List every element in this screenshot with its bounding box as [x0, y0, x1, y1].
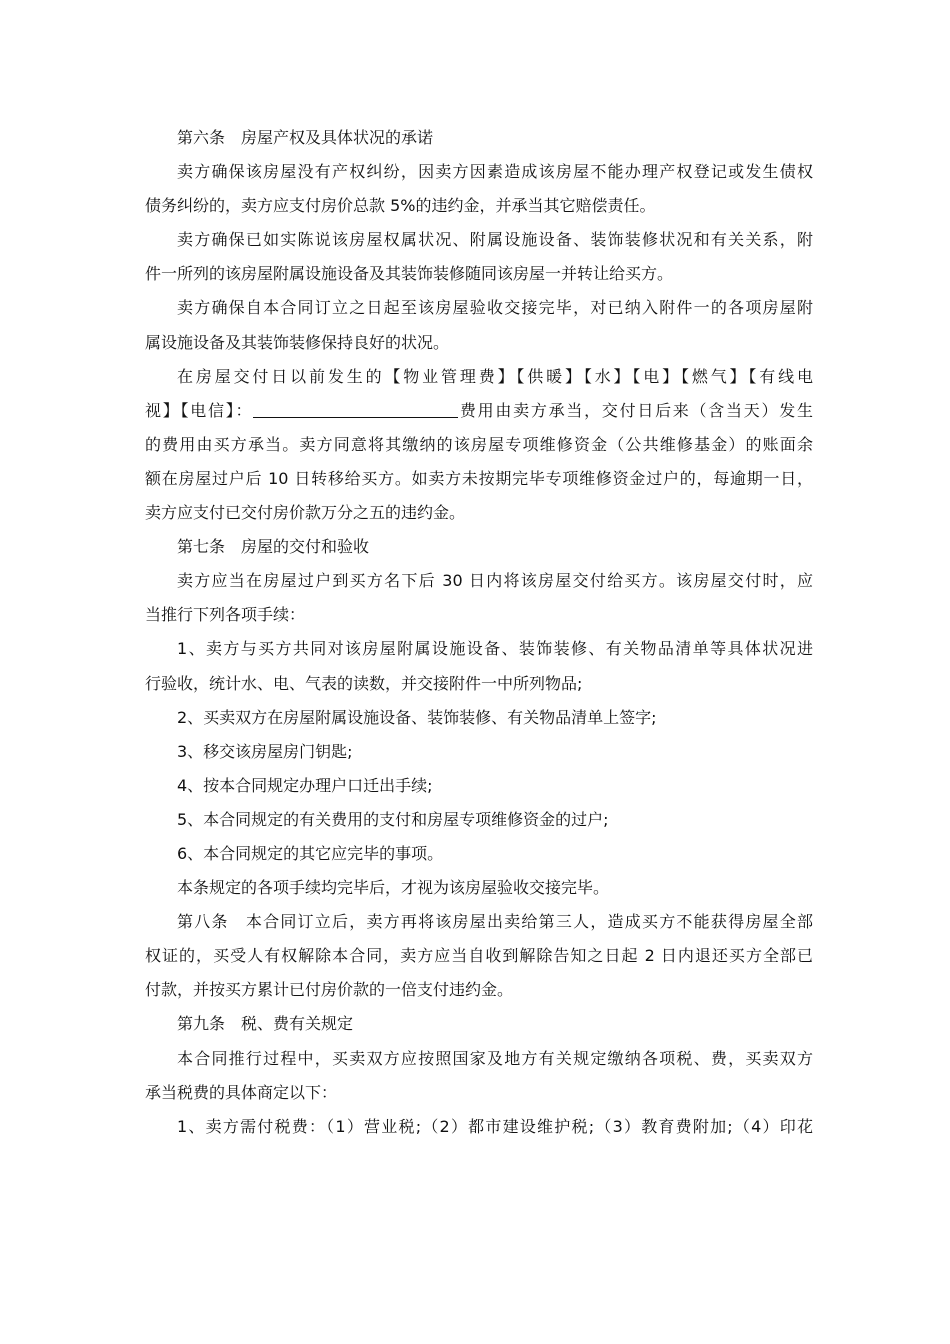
- text-line: 1、卖方与买方共同对该房屋附属设施设备、装饰装修、有关物品清单等具体状况进: [177, 639, 813, 659]
- text-line: 卖方确保该房屋没有产权纠纷，因卖方因素造成该房屋不能办理产权登记或发生债权: [177, 162, 813, 182]
- text-line: 卖方应当在房屋过户到买方名下后 30 日内将该房屋交付给买方。该房屋交付时，应: [177, 571, 813, 591]
- document-body: [145, 121, 813, 1144]
- text-line: 2、买卖双方在房屋附属设施设备、装饰装修、有关物品清单上签字;: [177, 707, 657, 727]
- text-line: 本合同推行过程中，买卖双方应按照国家及地方有关规定缴纳各项税、费，买卖双方: [177, 1048, 813, 1068]
- text-line: 权证的，买受人有权解除本合同，卖方应当自收到解除告知之日起 2 日内退还买方全部已: [145, 946, 813, 966]
- text-line: 卖方确保自本合同订立之日起至该房屋验收交接完毕，对已纳入附件一的各项房屋附: [177, 298, 813, 318]
- text-line: 卖方确保已如实陈说该房屋权属状况、附属设施设备、装饰装修状况和有关关系，附: [177, 230, 813, 250]
- text-line: 本条规定的各项手续均完毕后，才视为该房屋验收交接完毕。: [177, 878, 610, 898]
- text-line: 5、本合同规定的有关费用的支付和房屋专项维修资金的过户;: [177, 809, 609, 829]
- text-segment: 费用由卖方承当，交付日后来（含当天）发生: [458, 400, 813, 420]
- text-line: 行验收，统计水、电、气表的读数，并交接附件一中所列物品;: [145, 673, 583, 693]
- text-line: 1、卖方需付税费：（1）营业税;（2）都市建设维护税;（3）教育费附加;（4）印花: [177, 1116, 813, 1136]
- text-line: 第八条 本合同订立后，卖方再将该房屋出卖给第三人，造成买方不能获得房屋全部: [177, 912, 813, 932]
- text-line: 当推行下列各项手续：: [145, 605, 306, 625]
- text-line: [145, 394, 813, 428]
- text-line: 在房屋交付日以前发生的【物业管理费】【供暖】【水】【电】【燃气】【有线电: [177, 366, 813, 386]
- text-line: 属设施设备及其装饰装修保持良好的状况。: [145, 332, 450, 352]
- text-line: 额在房屋过户后 10 日转移给买方。如卖方未按期完毕专项维修资金过户的，每逾期一日，: [145, 468, 813, 488]
- text-line: 的费用由买方承当。卖方同意将其缴纳的该房屋专项维修资金（公共维修基金）的账面余: [145, 434, 813, 454]
- text-line: 件一所列的该房屋附属设施设备及其装饰装修随同该房屋一并转让给买方。: [145, 264, 674, 284]
- article-heading: 第九条 税、费有关规定: [177, 1014, 354, 1034]
- text-line: 3、移交该房屋房门钥匙;: [177, 741, 353, 761]
- text-line: 4、按本合同规定办理户口迁出手续;: [177, 775, 433, 795]
- text-line: 付款，并按买方累计已付房价款的一倍支付违约金。: [145, 980, 514, 1000]
- article-heading: 第六条 房屋产权及具体状况的承诺: [177, 128, 434, 147]
- text-line: 6、本合同规定的其它应完毕的事项。: [177, 843, 444, 863]
- text-line: 债务纠纷的，卖方应支付房价总款 5%的违约金，并承当其它赔偿责任。: [145, 196, 656, 216]
- text-segment: 视】【电信】：: [145, 400, 254, 420]
- article-heading: 第七条 房屋的交付和验收: [177, 537, 370, 557]
- text-line: 卖方应支付已交付房价款万分之五的违约金。: [145, 503, 466, 523]
- text-line: 承当税费的具体商定以下：: [145, 1082, 338, 1102]
- fill-in-blank: [253, 401, 458, 418]
